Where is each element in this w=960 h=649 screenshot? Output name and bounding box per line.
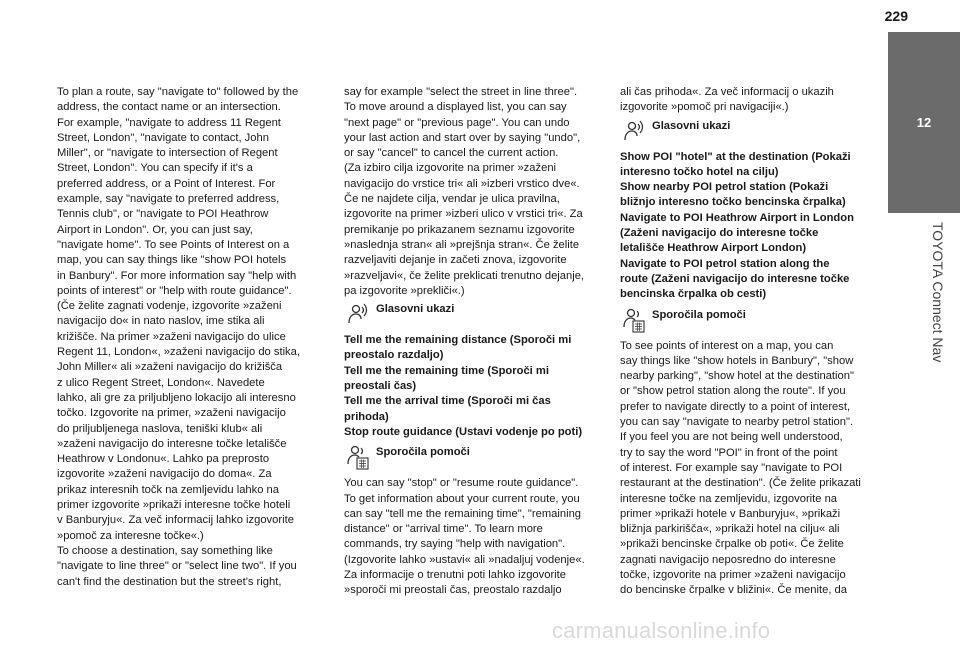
command-list: Tell me the remaining distance (Sporoči mi preostalo razdaljo) Tell me the remaining time (Sporoči mi preostali čas) Tell me the arrival time (Sporoči mi čas prihoda) Stop route guidance (Ustavi vodenje po poti) bbox=[344, 334, 583, 438]
paragraph: To see points of interest on a map, you can say things like "show hotels in Banbury", "show nearby parking", "show hotel at the destination" or "show petrol station along the route". If you prefer to navigate directly to a point of interest, you can say "navigate to nearby petrol station". If you feel you are not being well understood, try to say the word "POI" in front of the point of interest. For example say "navigate to POI restaurant at the destination". (Če želite prikazati interesne točke na zemljevidu, izgovorite na primer »prikaži hotele v Banburyju«, »prikaži bližnja parkirišča«, »prikaži hotel na cilju« ali »prikaži bencinske črpalke ob poti«. Če želite zagnati navigacijo neposredno do interesne točke, izgovorite na primer »zaženi navigacijo do bencinske črpalke v bližini«. Če menite, da bbox=[620, 339, 861, 597]
voice-commands-heading bbox=[620, 118, 875, 144]
page-number: 229 bbox=[884, 8, 908, 24]
chapter-title: TOYOTA Connect Nav bbox=[930, 222, 946, 363]
paragraph: You can say "stop" or "resume route guidance". To get information about your current route, you can say "tell me the remaining time", "remaining distance" or "arrival time". To learn more commands, try saying "help with navigation". (Izgovorite lahko »ustavi« ali »nadaljuj vodenje«. Za informacije o trenutni poti lahko izgovorite »sporoči mi preostali čas, preostalo razdaljo bbox=[344, 477, 585, 597]
watermark: carmanualsonline.info bbox=[552, 618, 771, 643]
heading-text: Sporočila pomoči bbox=[376, 446, 470, 459]
heading-text: Glasovni ukazi bbox=[376, 303, 455, 316]
command-list: Show POI "hotel" at the destination (Pokaži interesno točko hotel na cilju) Show nearby POI petrol station (Pokaži bližnjo interesno točko bencinska črpalka) Navigate to POI Heathrow Airport in London (Zaženi navigacijo do interesne točke letališče Heathrow Airport London) Navigate to POI petrol station along the route (Zaženi navigacijo do interesne točke bencinska črpalka ob cesti) bbox=[620, 150, 854, 301]
paragraph: ali čas prihoda«. Za več informacij o ukazih izgovorite »pomoč pri navigaciji«.) bbox=[620, 86, 834, 114]
voice-commands-heading bbox=[344, 301, 599, 327]
heading-text: Glasovni ukazi bbox=[652, 119, 731, 132]
help-messages-heading bbox=[620, 307, 875, 333]
text-column-1 bbox=[57, 85, 312, 590]
heading-text: Sporočila pomoči bbox=[652, 308, 746, 321]
chapter-tab bbox=[888, 32, 960, 640]
voice-command-icon bbox=[620, 118, 646, 144]
chapter-tab-box bbox=[888, 32, 960, 213]
text-column-3 bbox=[620, 85, 875, 599]
paragraph: To plan a route, say "navigate to" followed by the address, the contact name or an intersection. For example, "navigate to address 11 Regent Street, London", "navigate to contact, John Miller", or "navigate to intersection of Regent Street, London". You can specify if it's a preferred address, or a Point of Interest. For example, say "navigate to preferred address, Tennis club", or "navigate to POI Heathrow Airport in London". Or, you can just say, "navigate home". To see Points of Interest on a map, you can say things like "show POI hotels in Banbury". For more information say "help with points of interest" or "help with route guidance". (Če želite zagnati vodenje, izgovorite »zaženi navigacijo do« in nato naslov, ime stika ali križišče. Na primer »zaženi navigacijo do ulice Regent 11, London«, »zaženi navigacijo do stika, John Miller« ali »zaženi navigacijo do križišča z ulico Regent Street, London«. Navedete lahko, ali gre za priljubljeno lokacijo ali interesno točko. Izgovorite na primer, »zaženi navigacijo do priljubljenega naslova, teniški klub« ali »zaženi navigacijo do interesne točke letališče Heathrow v Londonu«. Lahko pa preprosto izgovorite »zaženi navigacijo do doma«. Za prikaz interesnih točk na zemljevidu lahko na primer izgovorite »prikaži interesne točke hoteli v Banburyju«. Za več informacij lahko izgovorite »pomoč za interesne točke«.) To choose a destination, say something like "navigate to line three" or "select line two". If you can't find the destination but the street's right, bbox=[57, 86, 300, 588]
chapter-number: 12 bbox=[916, 115, 932, 130]
voice-help-icon bbox=[344, 444, 370, 470]
voice-command-icon bbox=[344, 301, 370, 327]
help-messages-heading bbox=[344, 444, 599, 470]
voice-help-icon bbox=[620, 307, 646, 333]
paragraph: say for example "select the street in line three". To move around a displayed list, you can say "next page" or "previous page". You can undo your last action and start over by saying "undo", or say "cancel" to cancel the current action. (Za izbiro cilja izgovorite na primer »zaženi navigacijo do vrstice tri« ali »izberi vrstico dve«. Če ne najdete cilja, vendar je ulica pravilna, izgovorite na primer »izberi ulico v vrstici tri«. Za premikanje po prikazanem seznamu izgovorite »naslednja stran« ali »prejšnja stran«. Če želite razveljaviti dejanje in začeti znova, izgovorite »razveljavi«, če želite preklicati trenutno dejanje, pa izgovorite »prekliči«.) bbox=[344, 86, 585, 297]
text-column-2 bbox=[344, 85, 599, 599]
